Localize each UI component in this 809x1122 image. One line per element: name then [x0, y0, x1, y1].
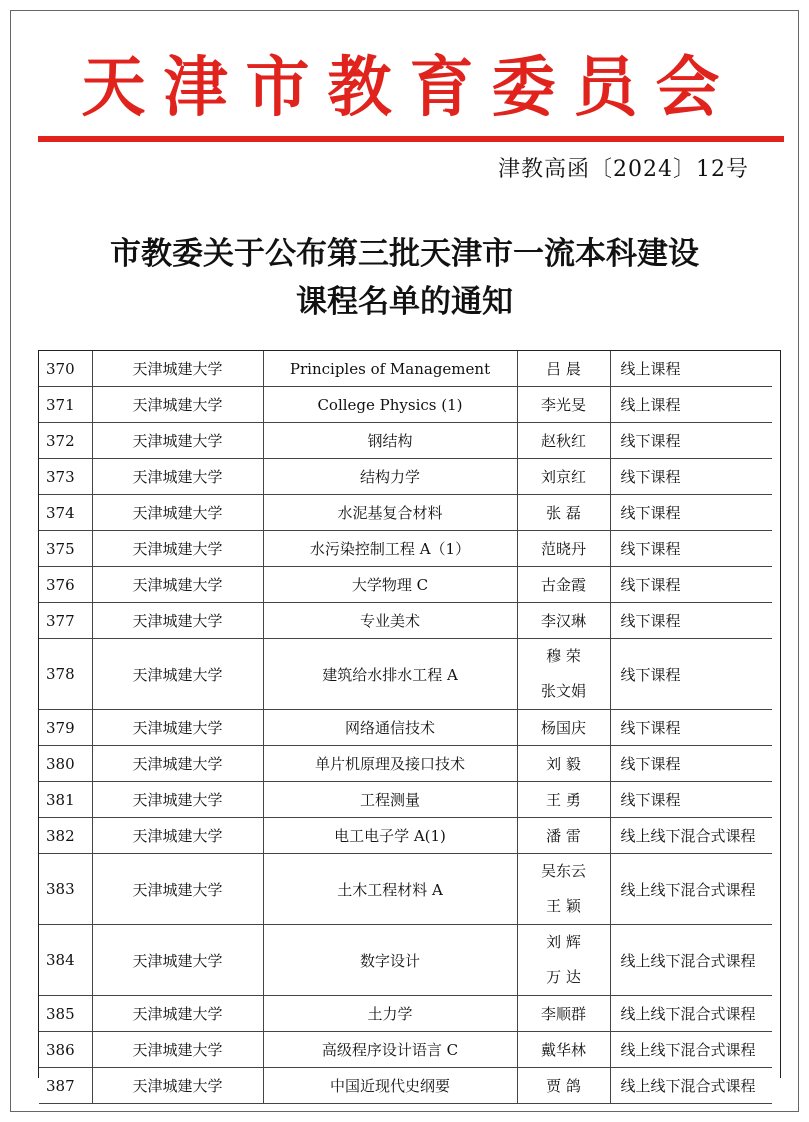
instructor-name: 贾 鸽: [546, 1077, 581, 1095]
instructor-name: 刘京红: [540, 468, 586, 486]
instructor-cell: [517, 495, 610, 531]
row-number-cell: 386: [39, 1032, 92, 1068]
instructor-name: 戴华林: [540, 1041, 586, 1059]
instructor-name: 范晓丹: [540, 540, 586, 558]
course-name-cell: 单片机原理及接口技术: [263, 746, 517, 782]
instructor-name: 李光旻: [540, 396, 586, 414]
school-cell: 天津城建大学: [92, 495, 263, 531]
instructor-cell: [517, 996, 610, 1032]
school-cell: 天津城建大学: [92, 710, 263, 746]
instructor-name: 李汉琳: [540, 612, 586, 630]
course-type-cell: 线上线下混合式课程: [610, 1032, 772, 1068]
table-row: [39, 531, 772, 567]
course-table-container: [38, 350, 781, 1095]
school-cell: 天津城建大学: [92, 567, 263, 603]
school-cell: 天津城建大学: [92, 639, 263, 710]
row-number-cell: 374: [39, 495, 92, 531]
course-name-cell: 结构力学: [263, 459, 517, 495]
table-row: [39, 351, 772, 387]
course-name-cell: 专业美术: [263, 603, 517, 639]
course-name-cell: 钢结构: [263, 423, 517, 459]
course-name-cell: 土木工程材料 A: [263, 854, 517, 925]
row-number-cell: 372: [39, 423, 92, 459]
table-row: [39, 567, 772, 603]
course-type-cell: 线上线下混合式课程: [610, 818, 772, 854]
instructor-name: 穆 荣: [546, 647, 581, 665]
instructor-cell: [517, 710, 610, 746]
table-row: [39, 854, 772, 925]
school-cell: 天津城建大学: [92, 459, 263, 495]
table-row: [39, 1032, 772, 1068]
course-name-cell: 建筑给水排水工程 A: [263, 639, 517, 710]
table-row: [39, 459, 772, 495]
school-cell: 天津城建大学: [92, 854, 263, 925]
instructor-name: 潘 雷: [546, 827, 581, 845]
instructor-cell: [517, 351, 610, 387]
table-row: [39, 423, 772, 459]
instructor-name: 张文娟: [540, 682, 586, 700]
instructor-name: 万 达: [546, 968, 581, 986]
document-title: [40, 230, 769, 326]
course-type-cell: 线下课程: [610, 567, 772, 603]
table-row: [39, 603, 772, 639]
course-name-cell: College Physics (1): [263, 387, 517, 423]
course-type-cell: 线下课程: [610, 603, 772, 639]
course-type-cell: 线上线下混合式课程: [610, 925, 772, 996]
course-type-cell: 线下课程: [610, 459, 772, 495]
school-cell: 天津城建大学: [92, 603, 263, 639]
course-type-cell: 线上课程: [610, 351, 772, 387]
row-number-cell: 370: [39, 351, 92, 387]
course-type-cell: 线下课程: [610, 495, 772, 531]
school-cell: 天津城建大学: [92, 996, 263, 1032]
school-cell: 天津城建大学: [92, 531, 263, 567]
course-type-cell: 线下课程: [610, 710, 772, 746]
title-line-1: 市教委关于公布第三批天津市一流本科建设: [110, 236, 699, 272]
table-row: [39, 782, 772, 818]
table-row: [39, 710, 772, 746]
instructor-cell: [517, 459, 610, 495]
row-number-cell: 385: [39, 996, 92, 1032]
instructor-name: 刘 辉: [546, 933, 581, 951]
course-type-cell: 线上线下混合式课程: [610, 854, 772, 925]
document-number: 津教高函〔2024〕12号: [498, 157, 749, 182]
row-number-cell: 379: [39, 710, 92, 746]
course-name-cell: 大学物理 C: [263, 567, 517, 603]
table-row: [39, 925, 772, 996]
course-type-cell: 线下课程: [610, 423, 772, 459]
school-cell: 天津城建大学: [92, 423, 263, 459]
table-row: [39, 746, 772, 782]
instructor-name: 杨国庆: [540, 719, 586, 737]
school-cell: 天津城建大学: [92, 925, 263, 996]
row-number-cell: 375: [39, 531, 92, 567]
instructor-cell: [517, 603, 610, 639]
table-row: [39, 495, 772, 531]
course-type-cell: 线下课程: [610, 782, 772, 818]
instructor-cell: [517, 782, 610, 818]
row-number-cell: 384: [39, 925, 92, 996]
course-name-cell: 水污染控制工程 A（1）: [263, 531, 517, 567]
course-name-cell: 数字设计: [263, 925, 517, 996]
row-number-cell: 383: [39, 854, 92, 925]
course-type-cell: 线上课程: [610, 387, 772, 423]
school-cell: 天津城建大学: [92, 1068, 263, 1104]
instructor-cell: [517, 423, 610, 459]
row-number-cell: 382: [39, 818, 92, 854]
school-cell: 天津城建大学: [92, 387, 263, 423]
row-number-cell: 376: [39, 567, 92, 603]
instructor-cell: [517, 387, 610, 423]
instructor-cell: [517, 746, 610, 782]
course-type-cell: 线上线下混合式课程: [610, 1068, 772, 1104]
instructor-cell: [517, 925, 610, 996]
row-number-cell: 381: [39, 782, 92, 818]
course-name-cell: 网络通信技术: [263, 710, 517, 746]
instructor-cell: [517, 639, 610, 710]
row-number-cell: 371: [39, 387, 92, 423]
course-table: [39, 351, 772, 1104]
school-cell: 天津城建大学: [92, 351, 263, 387]
instructor-name: 吴东云: [540, 862, 586, 880]
instructor-cell: [517, 567, 610, 603]
issuing-organization: 天津市教育委员会: [81, 50, 738, 126]
table-row: [39, 639, 772, 710]
course-name-cell: 工程测量: [263, 782, 517, 818]
instructor-name: 刘 毅: [546, 755, 581, 773]
course-type-cell: 线下课程: [610, 746, 772, 782]
table-row: [39, 996, 772, 1032]
instructor-name: 李顺群: [540, 1005, 586, 1023]
school-cell: 天津城建大学: [92, 746, 263, 782]
course-name-cell: 电工电子学 A(1): [263, 818, 517, 854]
course-type-cell: 线上线下混合式课程: [610, 996, 772, 1032]
red-header-rule: [38, 136, 784, 142]
table-row: [39, 1068, 772, 1104]
table-row: [39, 387, 772, 423]
instructor-cell: [517, 818, 610, 854]
instructor-cell: [517, 1068, 610, 1104]
school-cell: 天津城建大学: [92, 818, 263, 854]
course-type-cell: 线下课程: [610, 639, 772, 710]
instructor-name: 王 颖: [546, 897, 581, 915]
course-name-cell: 水泥基复合材料: [263, 495, 517, 531]
course-type-cell: 线下课程: [610, 531, 772, 567]
school-cell: 天津城建大学: [92, 1032, 263, 1068]
row-number-cell: 387: [39, 1068, 92, 1104]
course-name-cell: 土力学: [263, 996, 517, 1032]
table-row: [39, 818, 772, 854]
instructor-cell: [517, 1032, 610, 1068]
instructor-name: 古金霞: [540, 576, 586, 594]
course-name-cell: Principles of Management: [263, 351, 517, 387]
title-line-2: 课程名单的通知: [296, 284, 513, 320]
row-number-cell: 373: [39, 459, 92, 495]
course-name-cell: 高级程序设计语言 C: [263, 1032, 517, 1068]
course-name-cell: 中国近现代史纲要: [263, 1068, 517, 1104]
row-number-cell: 380: [39, 746, 92, 782]
instructor-name: 赵秋红: [540, 432, 586, 450]
instructor-name: 吕 晨: [546, 360, 581, 378]
instructor-name: 王 勇: [546, 791, 581, 809]
instructor-name: 张 磊: [546, 504, 581, 522]
instructor-cell: [517, 531, 610, 567]
row-number-cell: 377: [39, 603, 92, 639]
school-cell: 天津城建大学: [92, 782, 263, 818]
row-number-cell: 378: [39, 639, 92, 710]
instructor-cell: [517, 854, 610, 925]
